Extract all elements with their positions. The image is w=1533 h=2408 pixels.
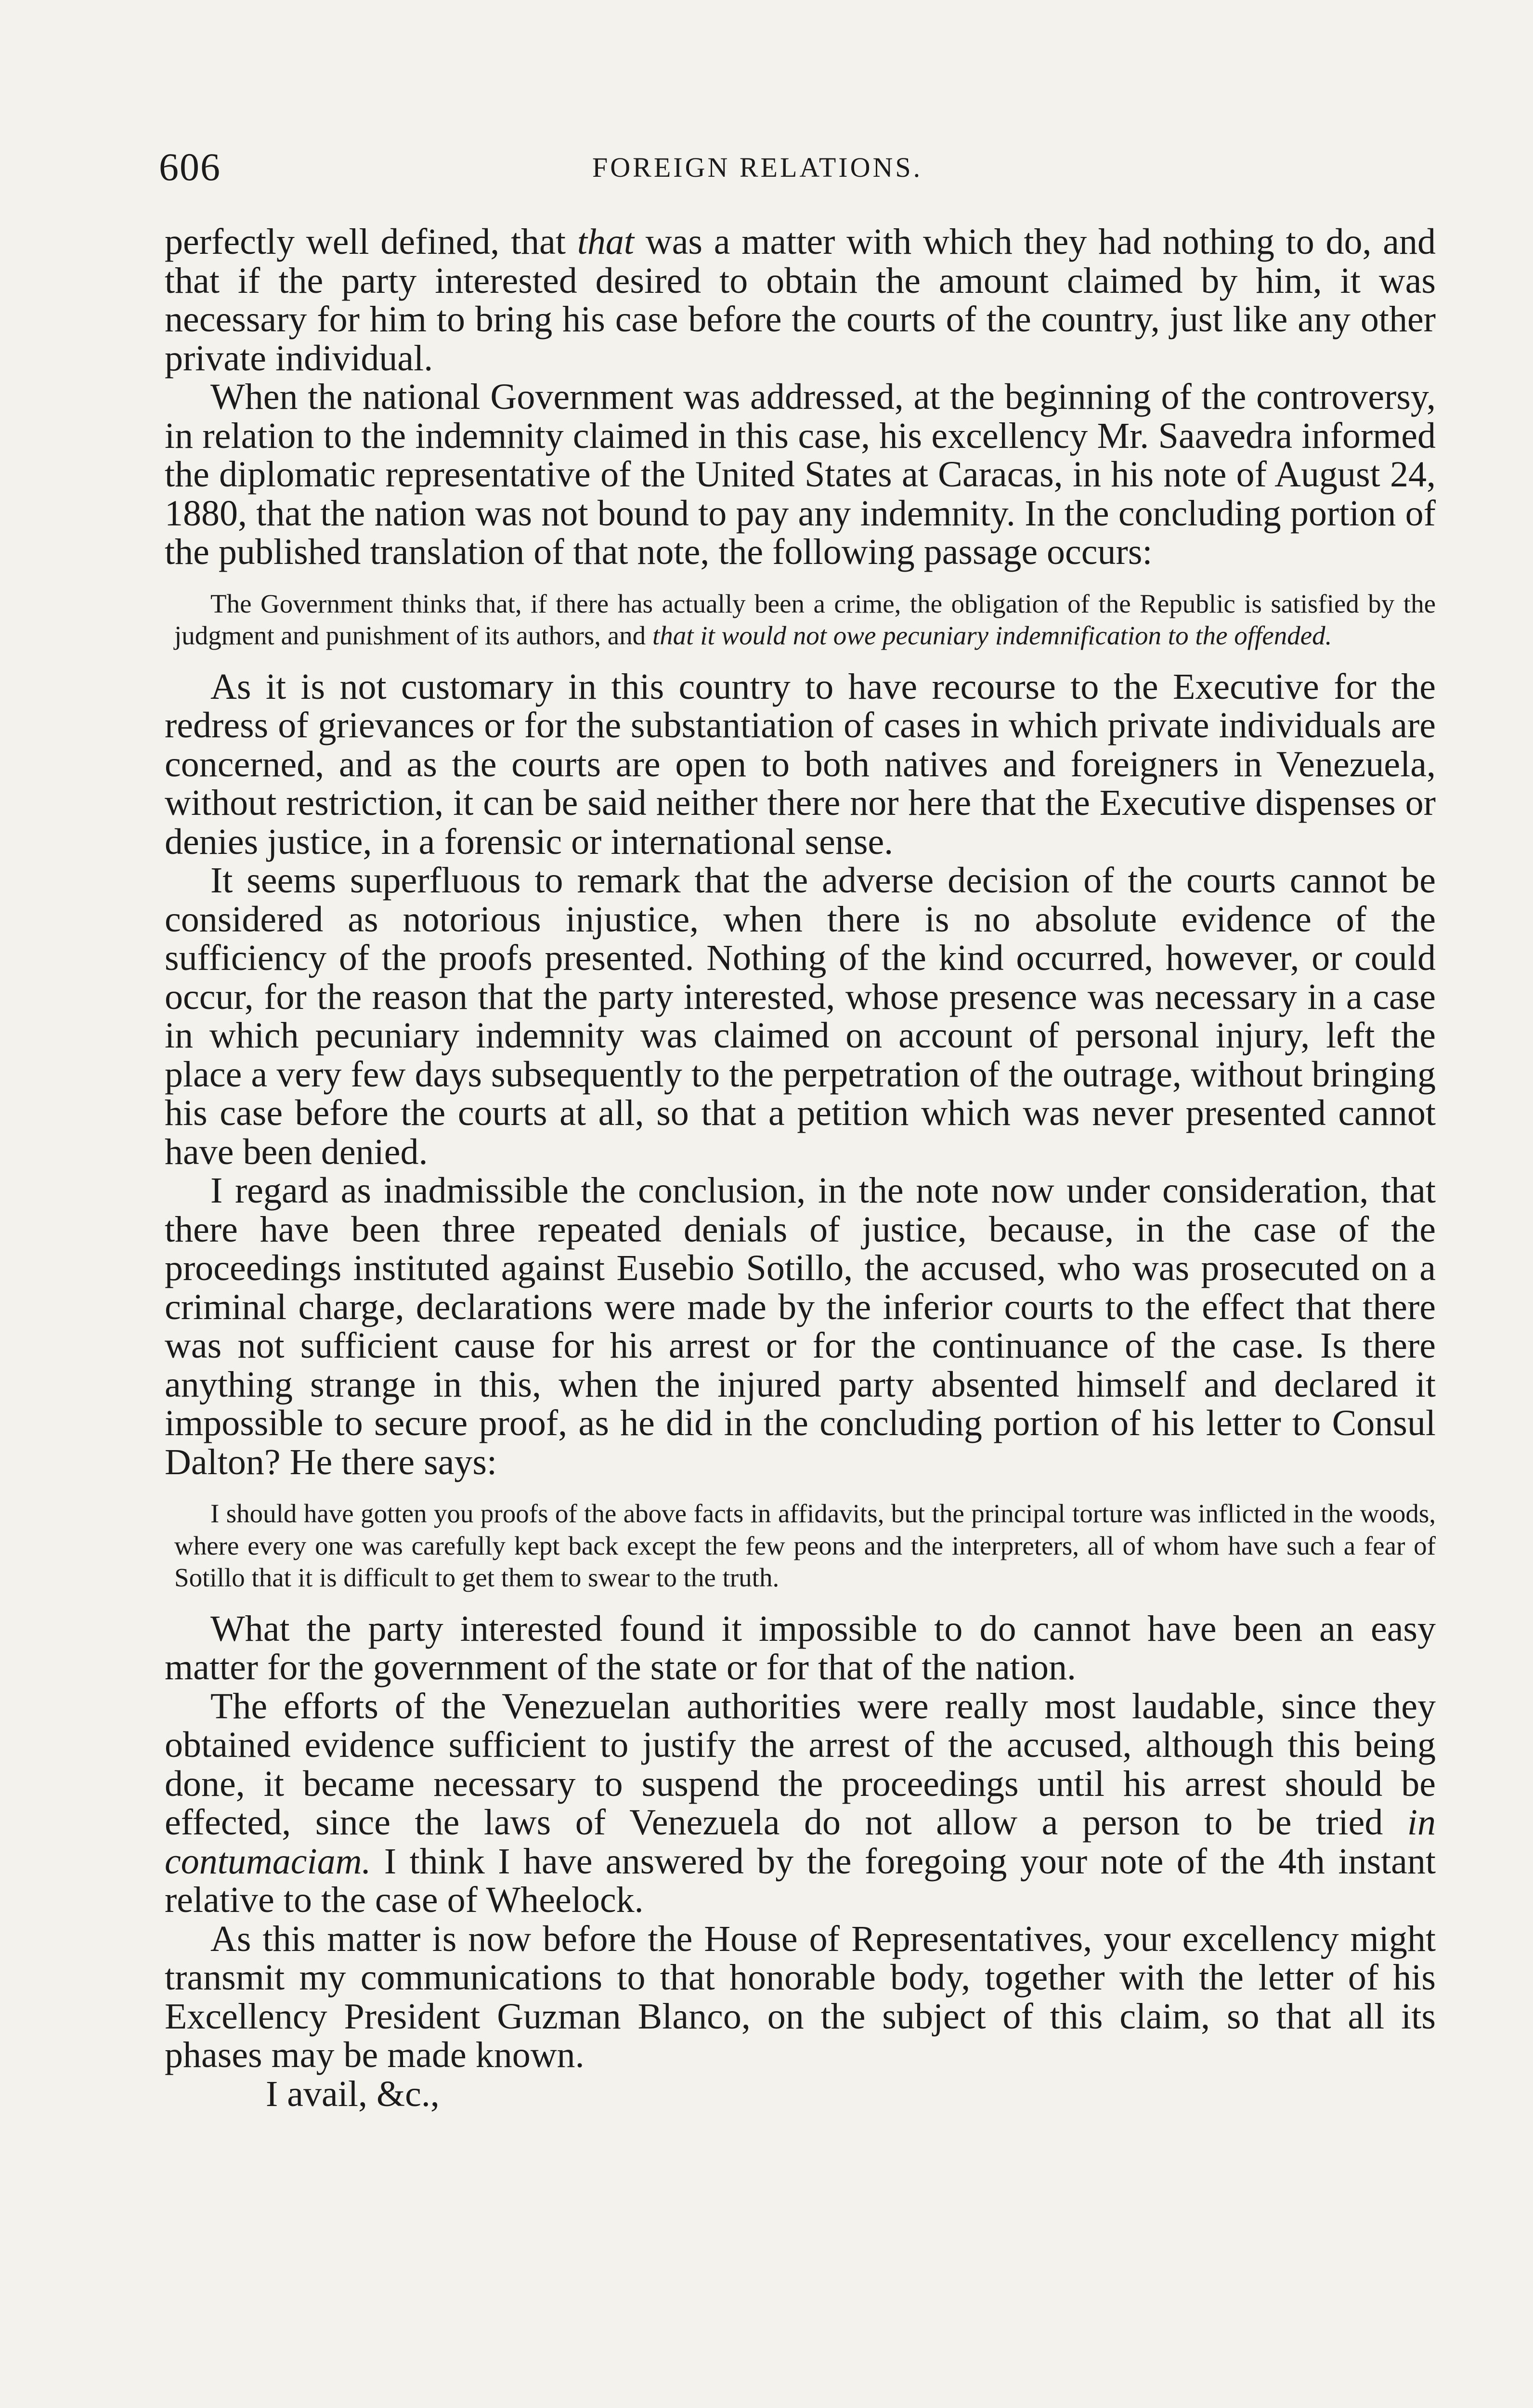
emphasis: that it would not owe pecuniary indemnification to the offended. <box>652 621 1332 650</box>
block-quote-saavedra: The Government thinks that, if there has actually been a crime, the obligation of the Republic is satisfied by the judgment and punishment of its authors, and that it would not owe pecuniary indemnification to the offended. <box>174 589 1436 650</box>
paragraph-6: What the party interested found it impossible to do cannot have been an easy matter for the government of the state or for that of the nation. <box>165 1608 1436 1688</box>
paragraph-2: When the national Government was addressed, at the beginning of the controversy, in relation to the indemnity claimed in this case, his excellency Mr. Saavedra informed the diplomatic representative of the United States at Caracas, in his note of August 24, 1880, that the nation was not bound to pay any indemnity. In the concluding portion of the published translation of that note, the following passage occurs: <box>165 377 1436 572</box>
paragraph-8: As this matter is now before the House of Representatives, your excellency might transmit my communications to that honorable body, together with the letter of his Excellency President Guzman Blanco, on the subject of this claim, so that all its phases may be made known. <box>165 1918 1436 2075</box>
block-quote-letter: I should have gotten you proofs of the above facts in affidavits, but the principal torture was inflicted in the woods, where every one was carefully kept back except the few peons and the interpreters, all of whom have such a fear of Sotillo that it is difficult to get them to swear to the truth. <box>174 1499 1436 1592</box>
letter-body <box>165 222 1436 2113</box>
running-head: FOREIGN RELATIONS. <box>592 152 923 183</box>
paragraph-5: I regard as inadmissible the conclusion, in the note now under consideration, that there have been three repeated denials of justice, because, in the case of the proceedings instituted against Eusebio Sotillo, the accused, who was prosecuted on a criminal charge, declarations were made by the inferior courts to the effect that there was not sufficient cause for his arrest or for the continuance of the case. Is there anything strange in this, when the injured party absented himself and declared it impossible to secure proof, as he did in the concluding portion of his letter to Consul Dalton? He there says: <box>165 1170 1436 1482</box>
page-header <box>159 144 1435 202</box>
paragraph-7: The efforts of the Venezuelan authorities were really most laudable, since they obtained evidence sufficient to justify the arrest of the accused, although this being done, it became necessary to suspend the proceedings until his arrest should be effected, since the laws of Venezuela do not allow a person to be tried in contumaciam. I think I have answered by the foregoing your note of the 4th instant relative to the case of Wheelock. <box>165 1686 1436 1920</box>
paragraph-4: It seems superfluous to remark that the adverse decision of the courts cannot be considered as notorious injustice, when there is no absolute evidence of the sufficiency of the proofs presented. Nothing of the kind occurred, however, or could occur, for the reason that the party interested, whose presence was necessary in a case in which pecuniary indemnity was claimed on account of personal injury, left the place a very few days subsequently to the perpetration of the outrage, without bringing his case before the courts at all, so that a petition which was never presented cannot have been denied. <box>165 860 1436 1172</box>
paragraph-3: As it is not customary in this country to have recourse to the Executive for the redress of grievances or for the substantiation of cases in which private individuals are concerned, and as the courts are open to both natives and foreigners in Venezuela, without restriction, it can be said neither there nor here that the Executive dispenses or denies justice, in a forensic or international sense. <box>165 666 1436 862</box>
emphasis: that <box>577 222 635 262</box>
emphasis: in contumaciam. <box>165 1802 1436 1882</box>
closing-line: I avail, &c., <box>266 2073 440 2114</box>
paragraph-1: perfectly well defined, that that was a matter with which they had nothing to do, and that if the party interested desired to obtain the amount claimed by him, it was necessary for him to bring his case before the courts of the country, just like any other private individual. <box>165 222 1436 379</box>
page-number: 606 <box>159 145 221 189</box>
